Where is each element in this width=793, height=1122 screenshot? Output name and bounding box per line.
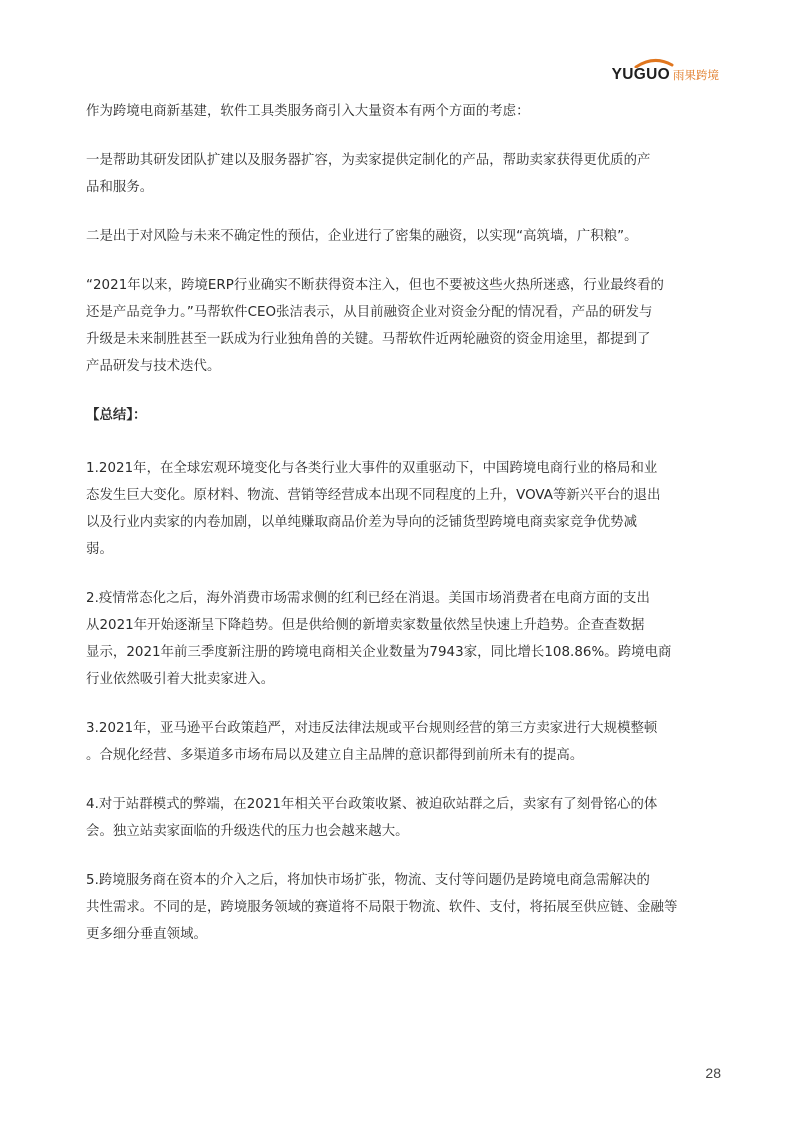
document-body [86, 98, 710, 948]
page-number: 28 [705, 1065, 721, 1081]
intro-paragraph: 作为跨境电商新基建，软件工具类服务商引入大量资本有两个方面的考虑： [86, 104, 530, 119]
logo-arc-icon [634, 58, 674, 68]
summary-item-5: 5.跨境服务商在资本的介入之后，将加快市场扩张，物流、支付等问题仍是跨境电商急需解决的 共性需求。不同的是，跨境服务领域的赛道将不局限于物流、软件、支付，将拓展至供应链、金融等 更多细分垂直领域。 [86, 873, 678, 942]
summary-item-2: 2.疫情常态化之后，海外消费市场需求侧的红利已经在消退。美国市场消费者在电商方面的支出 从2021年开始逐渐呈下降趋势。但是供给侧的新增卖家数量依然呈快速上升趋势。企查查数据 显示，2021年前三季度新注册的跨境电商相关企业数量为7943家，同比增长108.86%。跨境电商 行业依然吸引着大批卖家进入。 [86, 591, 672, 687]
summary-item-4: 4.对于站群模式的弊端，在2021年相关平台政策收紧、被迫砍站群之后，卖家有了刻骨铭心的体 会。独立站卖家面临的升级迭代的压力也会越来越大。 [86, 797, 658, 839]
summary-item-1: 1.2021年，在全球宏观环境变化与各类行业大事件的双重驱动下，中国跨境电商行业的格局和业 态发生巨大变化。原材料、物流、营销等经营成本出现不同程度的上升，VOVA等新兴平台的退出 以及行业内卖家的内卷加剧，以单纯赚取商品价差为导向的泛铺货型跨境电商卖家竞争优势减 弱。 [86, 461, 661, 557]
quote-paragraph: “2021年以来，跨境ERP行业确实不断获得资本注入，但也不要被这些火热所迷惑，行业最终看的 还是产品竞争力。”马帮软件CEO张洁表示，从目前融资企业对资金分配的情况看，产品的研发与 升级是未来制胜甚至一跃成为行业独角兽的关键。马帮软件近两轮融资的资金用途里，都提到了 产品研发与技术迭代。 [86, 278, 664, 374]
reason-2-paragraph: 二是出于对风险与未来不确定性的预估，企业进行了密集的融资，以实现“高筑墙，广积粮”。 [86, 229, 638, 244]
logo-text: YUGUO [611, 65, 670, 83]
summary-heading: 【总结】： [86, 408, 147, 423]
reason-1-paragraph: 一是帮助其研发团队扩建以及服务器扩容，为卖家提供定制化的产品，帮助卖家获得更优质的产 品和服务。 [86, 153, 651, 195]
brand-logo [612, 58, 719, 82]
logo-chinese-text: 雨果跨境 [673, 67, 719, 82]
logo-mark [612, 67, 670, 83]
summary-item-3: 3.2021年，亚马逊平台政策趋严，对违反法律法规或平台规则经营的第三方卖家进行大规模整顿 。合规化经营、多渠道多市场布局以及建立自主品牌的意识都得到前所未有的提高。 [86, 721, 658, 763]
